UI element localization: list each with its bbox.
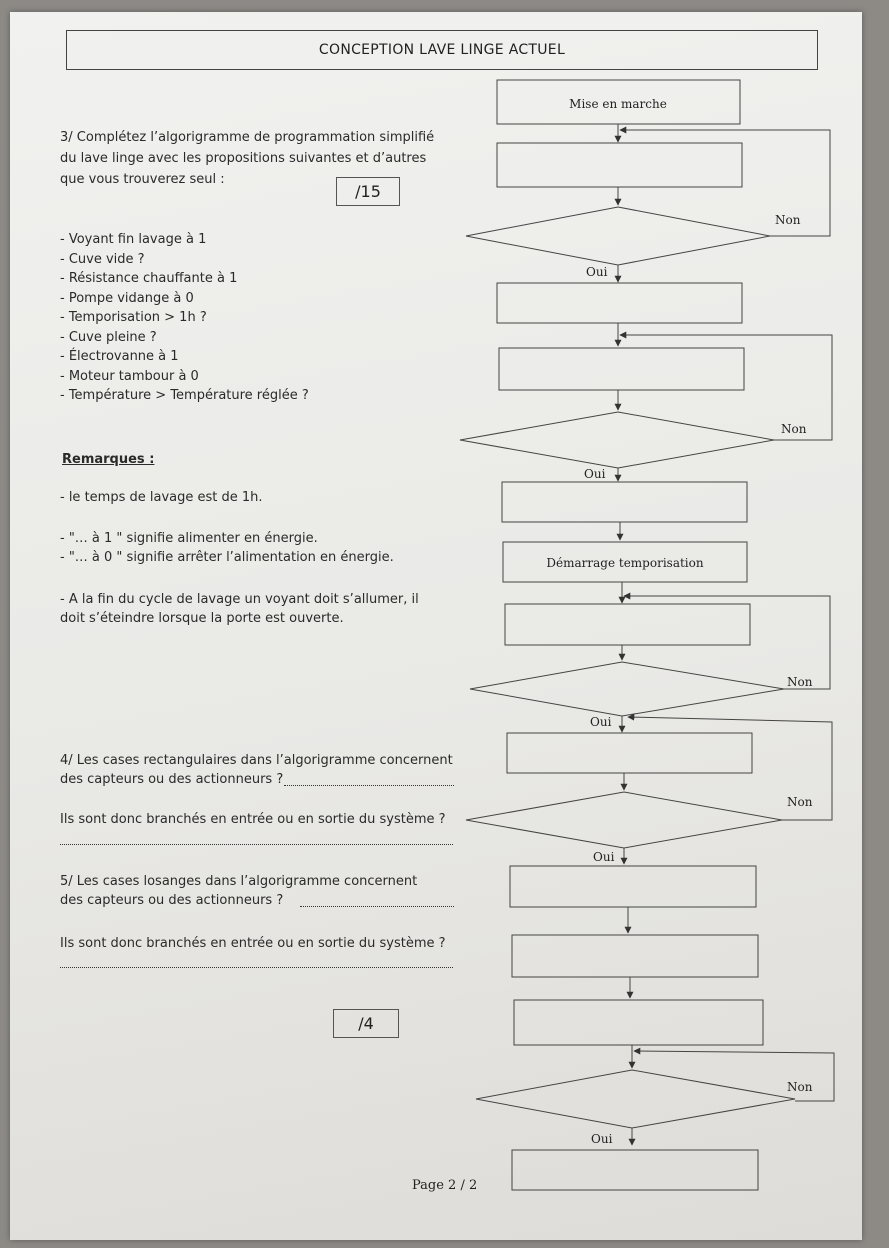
proposition-item: - Température > Température réglée ? <box>60 388 309 403</box>
page-title: CONCEPTION LAVE LINGE ACTUEL <box>318 42 566 58</box>
yes-label: Oui <box>591 1132 613 1146</box>
action-box-7[interactable] <box>510 866 756 907</box>
question4-line2: des capteurs ou des actionneurs ? <box>60 772 284 787</box>
remark-item: - A la fin du cycle de lavage un voyant doit s’allumer, il <box>60 592 419 607</box>
decision-diamond-5[interactable] <box>476 1070 795 1128</box>
question3-line3: que vous trouverez seul : <box>60 172 225 187</box>
no-label: Non <box>787 675 813 689</box>
question5-line3: Ils sont donc branchés en entrée ou en sortie du système ? <box>60 936 446 951</box>
score-q3: /15 <box>355 182 381 201</box>
question3-line1: 3/ Complétez l’algorigramme de programmation simplifié <box>60 130 435 145</box>
action-box-3[interactable] <box>499 348 744 390</box>
proposition-item: - Résistance chauffante à 1 <box>60 271 238 286</box>
action-box-5[interactable] <box>505 604 750 645</box>
decision-diamond-4[interactable] <box>466 792 782 848</box>
no-label: Non <box>781 422 807 436</box>
action-box-8[interactable] <box>512 935 758 977</box>
yes-label: Oui <box>593 850 615 864</box>
question4-line1: 4/ Les cases rectangulaires dans l’algorigramme concernent <box>60 753 453 768</box>
remark-item: - "… à 1 " signifie alimenter en énergie. <box>60 531 318 546</box>
no-label: Non <box>775 213 801 227</box>
question3-line2: du lave linge avec les propositions suivantes et d’autres <box>60 151 427 166</box>
decision-diamond-3[interactable] <box>470 662 784 716</box>
remarks-heading: Remarques : <box>62 452 155 467</box>
question4-line3: Ils sont donc branchés en entrée ou en sortie du système ? <box>60 812 446 827</box>
remark-item: doit s’éteindre lorsque la porte est ouverte. <box>60 611 344 626</box>
question5-line2: des capteurs ou des actionneurs ? <box>60 893 284 908</box>
score-q5: /4 <box>358 1014 374 1033</box>
action-box-6[interactable] <box>507 733 752 773</box>
decision-diamond-2[interactable] <box>460 412 774 468</box>
remark-item: - le temps de lavage est de 1h. <box>60 490 263 505</box>
page-number: Page 2 / 2 <box>412 1178 478 1193</box>
decision-diamond-1[interactable] <box>466 207 770 265</box>
proposition-item: - Voyant fin lavage à 1 <box>60 232 207 247</box>
remark-item: - "… à 0 " signifie arrêter l’alimentation en énergie. <box>60 550 394 565</box>
proposition-item: - Temporisation > 1h ? <box>60 310 207 325</box>
no-label: Non <box>787 1080 813 1094</box>
proposition-item: - Pompe vidange à 0 <box>60 291 194 306</box>
action-box-1[interactable] <box>497 143 742 187</box>
yes-label: Oui <box>584 467 606 481</box>
timer-start-label: Démarrage temporisation <box>546 556 704 570</box>
action-box-9[interactable] <box>514 1000 763 1045</box>
yes-label: Oui <box>586 265 608 279</box>
start-label: Mise en marche <box>569 97 667 111</box>
proposition-item: - Électrovanne à 1 <box>60 349 179 364</box>
action-box-2[interactable] <box>497 283 742 323</box>
question5-line1: 5/ Les cases losanges dans l’algorigramme concernent <box>60 874 418 889</box>
no-label: Non <box>787 795 813 809</box>
proposition-item: - Cuve vide ? <box>60 252 145 267</box>
proposition-item: - Cuve pleine ? <box>60 330 157 345</box>
action-box-4[interactable] <box>502 482 747 522</box>
yes-label: Oui <box>590 715 612 729</box>
action-box-10[interactable] <box>512 1150 758 1190</box>
proposition-item: - Moteur tambour à 0 <box>60 369 199 384</box>
